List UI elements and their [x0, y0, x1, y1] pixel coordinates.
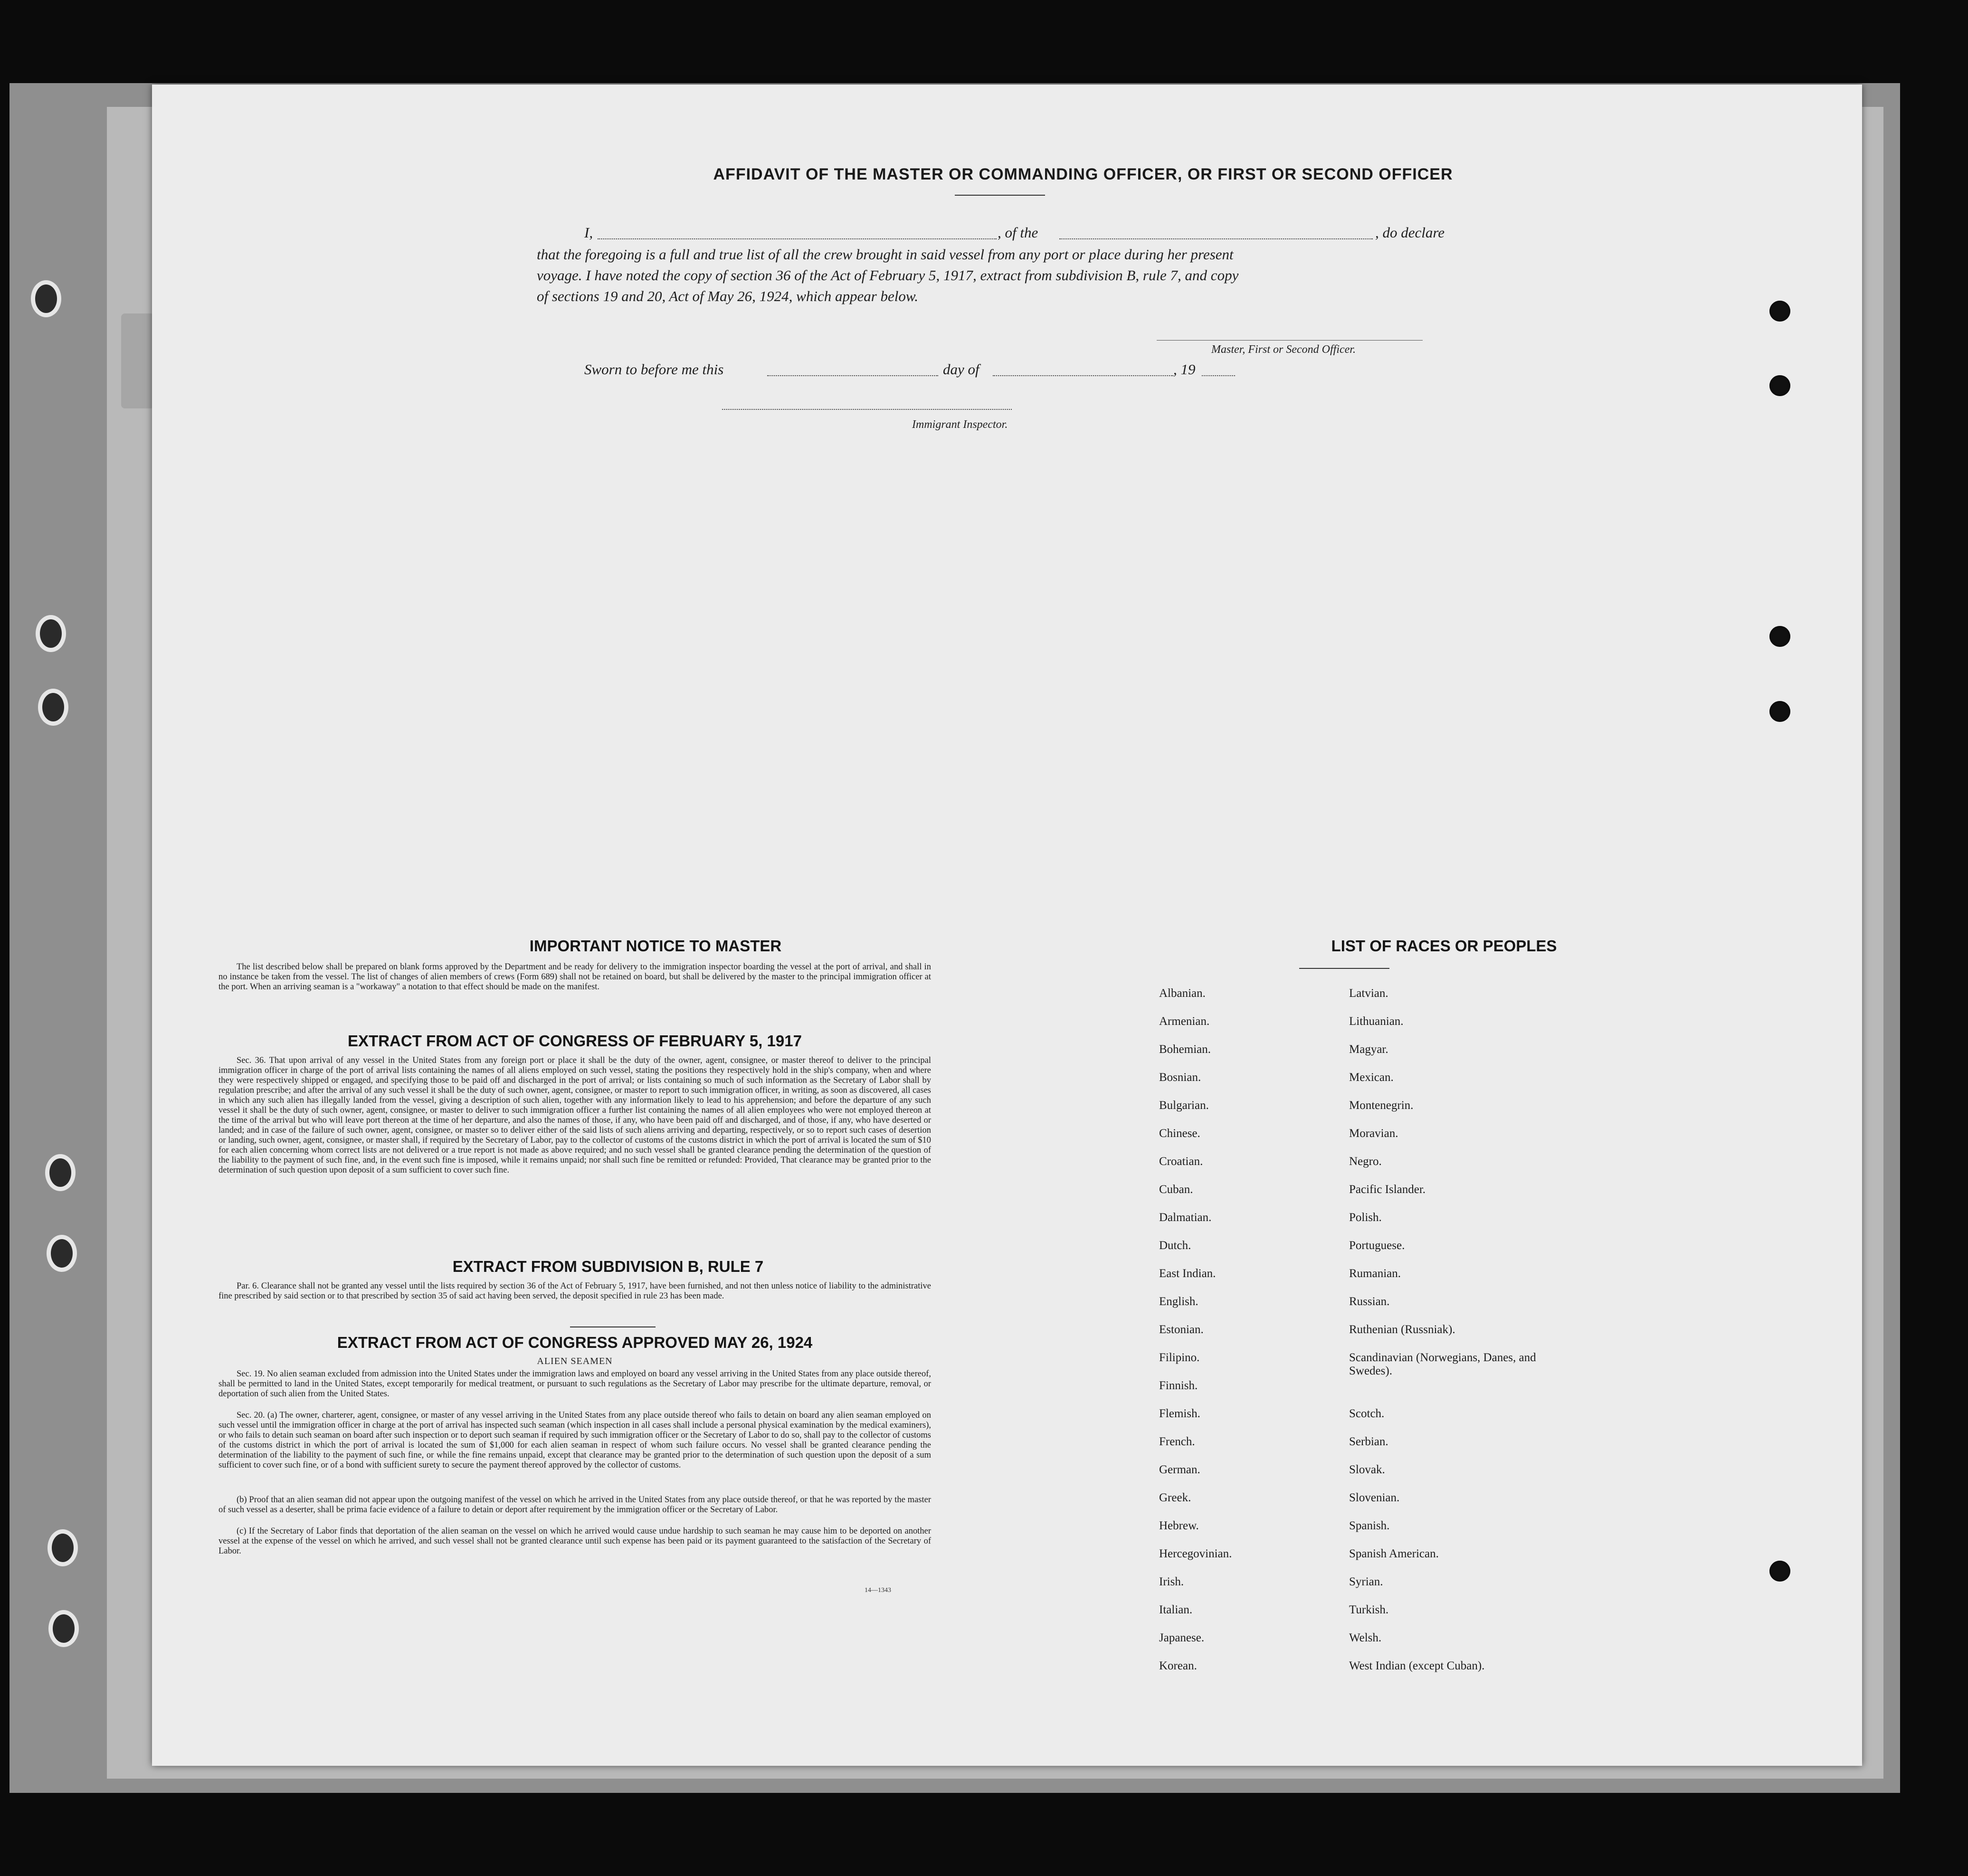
punch-hole-icon — [1769, 301, 1790, 322]
punch-hole-icon — [1769, 701, 1790, 722]
punch-hole-icon — [1769, 1561, 1790, 1582]
affidavit-line-4: of sections 19 and 20, Act of May 26, 1924, which appear below. — [537, 288, 919, 304]
race-item: German. — [1159, 1463, 1200, 1476]
race-item: Montenegrin. — [1349, 1099, 1414, 1112]
race-item: French. — [1159, 1435, 1195, 1448]
extract-1924-subtitle: ALIEN SEAMEN — [537, 1356, 613, 1366]
extract-rule7-title: EXTRACT FROM SUBDIVISION B, RULE 7 — [452, 1258, 764, 1275]
affidavit-line-1 — [584, 222, 1620, 243]
section-divider — [570, 1326, 656, 1327]
inspector-label: Immigrant Inspector. — [912, 418, 1008, 431]
race-item: Hercegovinian. — [1159, 1547, 1232, 1560]
race-item: Spanish American. — [1349, 1547, 1439, 1560]
race-item: Hebrew. — [1159, 1519, 1199, 1532]
race-item: Japanese. — [1159, 1631, 1205, 1644]
race-item: Pacific Islander. — [1349, 1183, 1426, 1196]
race-item: English. — [1159, 1295, 1198, 1308]
race-item: Slovak. — [1349, 1463, 1385, 1476]
affidavit-title: AFFIDAVIT OF THE MASTER OR COMMANDING OFFICER, OR FIRST OR SECOND OFFICER — [713, 165, 1453, 183]
race-item: Rumanian. — [1349, 1267, 1401, 1280]
master-signature-label: Master, First or Second Officer. — [1211, 343, 1356, 356]
extract-rule7-text: Par. 6. Clearance shall not be granted any vessel until the lists required by section 36 of the Act of February 5, 1917, have been furnished, and not then unless notice of liability to the administrative fine prescribed by said section or to that prescribed by section 35 of said act having been served, the deposit specified in rule 23 has been made. — [219, 1281, 931, 1301]
binder-ring-icon — [45, 1154, 76, 1191]
race-item: Negro. — [1349, 1155, 1382, 1168]
sworn-line — [584, 359, 1392, 380]
race-item: Serbian. — [1349, 1435, 1388, 1448]
race-item: Albanian. — [1159, 987, 1206, 1000]
races-left-column — [1159, 987, 1330, 1687]
notice-title: IMPORTANT NOTICE TO MASTER — [529, 937, 782, 955]
race-item: Greek. — [1159, 1491, 1191, 1504]
race-item: Irish. — [1159, 1575, 1184, 1588]
race-item: Scotch. — [1349, 1407, 1385, 1420]
race-item: Polish. — [1349, 1211, 1382, 1224]
race-item: Spanish. — [1349, 1519, 1390, 1532]
affidavit-declare: , do declare — [1375, 224, 1445, 241]
extract-1917-text: Sec. 36. That upon arrival of any vessel in the United States from any foreign port or place it shall be the duty of the owner, agent, consignee, or master thereof to deliver to the principal immigration officer in charge of the port of arrival lists containing the names of all aliens employed on such vessel, stating the positions they respectively hold in the ship's company, when and where they were respectively shipped or engaged, and specifying those to be paid off and discharged in the port of arrival; or lists containing so much of such information as the Secretary of Labor shall by regulation prescribe; and after the arrival of any such vessel it shall be the duty of such owner, agent, consignee, or master to report to such immigration officer, in writing, as soon as discovered, all cases in which any such alien has illegally landed from the vessel, giving a description of such alien, together with any information likely to lead to his apprehension; and before the departure of any such vessel it shall be the duty of such owner, agent, consignee, or master to deliver to such immigration officer a further list containing the names of all alien employees who were not employed thereon at the time of the arrival but who will leave port thereon at the time of her departure, and also the names of those, if any, who have been paid off and discharged, and of those, if any, who have deserted or landed; and in case of the failure of such owner, agent, consignee, or master so to deliver either of the said lists of such aliens arriving and departing, respectively, or so to report such cases of desertion or landing, such owner, agent, consignee, or master shall, if required by the Secretary of Labor, pay to the collector of customs of the customs district in which the port of arrival is located the sum of $10 for each alien concerning whom correct lists are not delivered or a true report is not made as above required; and no such vessel shall be granted clearance pending the determination of the question of the liability to the payment of such fine, and, in the event such fine is imposed, while it remains unpaid; nor shall such fine be remitted or refunded: Provided, That clearance may be granted prior to the determination of such question upon deposit of a sum sufficient to cover such fine. — [219, 1056, 931, 1175]
race-item: Bohemian. — [1159, 1043, 1211, 1056]
affidavit-of-the: , of the — [998, 224, 1038, 241]
notice-text: The list described below shall be prepared on blank forms approved by the Department and be ready for delivery to the immigration inspector boarding the vessel at the port of arrival, and shall in no instance be taken from the vessel. The list of changes of alien members of crews (Form 689) shall not be retained on board, but shall be delivered by the master to the principal immigration officer at the port. When an arriving seaman is a "workaway" a notation to that effect should be made on the manifest. — [219, 962, 931, 992]
master-signature-line — [1157, 340, 1423, 341]
race-item: Filipino. — [1159, 1351, 1200, 1364]
binder-ring-icon — [36, 615, 66, 652]
race-item: Dutch. — [1159, 1239, 1191, 1252]
race-item: Korean. — [1159, 1659, 1197, 1672]
punch-hole-icon — [1769, 375, 1790, 396]
race-item: West Indian (except Cuban). — [1349, 1659, 1485, 1672]
sworn-text: Sworn to before me this — [584, 361, 724, 378]
race-item: Finnish. — [1159, 1379, 1198, 1392]
punch-hole-icon — [1769, 626, 1790, 647]
binder-ring-icon — [31, 280, 61, 317]
race-item: Bulgarian. — [1159, 1099, 1209, 1112]
affidavit-line-2: that the foregoing is a full and true list of all the crew brought in said vessel from any port or place during her present — [537, 246, 1234, 263]
sec20b-text: (b) Proof that an alien seaman did not appear upon the outgoing manifest of the vessel on which he arrived in the United States from any place outside thereof, or that he was reported by the master of such vessel as a deserter, shall be prima facie evidence of a failure to detain or deport after requirement by the immigration officer or the Secretary of Labor. — [219, 1495, 931, 1515]
races-title-underline — [1299, 968, 1389, 969]
race-item: Croatian. — [1159, 1155, 1203, 1168]
race-item: Portuguese. — [1349, 1239, 1405, 1252]
race-item: Bosnian. — [1159, 1071, 1201, 1084]
title-underline — [955, 195, 1045, 196]
race-item: Syrian. — [1349, 1575, 1383, 1588]
vessel-blank-line — [1059, 238, 1373, 239]
race-item: Chinese. — [1159, 1127, 1200, 1140]
race-item: Latvian. — [1349, 987, 1388, 1000]
affidavit-i: I, — [584, 224, 593, 241]
form-number: 14—1343 — [865, 1587, 891, 1594]
race-item: Welsh. — [1349, 1631, 1382, 1644]
extract-1917-title: EXTRACT FROM ACT OF CONGRESS OF FEBRUARY 5, 1917 — [348, 1032, 802, 1050]
sec20c-text: (c) If the Secretary of Labor finds that deportation of the alien seaman on the vessel on which he arrived would cause undue hardship to such seaman he may cause him to be deported on another vessel at the expense of the vessel on which he arrived, and such vessel shall not be granted clearance until such expense has been paid or its payment guaranteed to the satisfaction of the Secretary of Labor. — [219, 1526, 931, 1556]
binder-ring-icon — [38, 689, 68, 726]
race-item: Turkish. — [1349, 1603, 1389, 1616]
races-title: LIST OF RACES OR PEOPLES — [1331, 937, 1557, 955]
race-item: Mexican. — [1349, 1071, 1394, 1084]
month-blank — [993, 375, 1173, 376]
year-blank — [1202, 375, 1235, 376]
affidavit-page — [152, 85, 1862, 1766]
day-of-text: day of — [943, 361, 979, 378]
binder-ring-icon — [47, 1235, 77, 1272]
year-prefix: , 19 — [1173, 361, 1196, 378]
affidavit-line-3: voyage. I have noted the copy of section 36 of the Act of February 5, 1917, extract from subdivision B, rule 7, and copy — [537, 267, 1239, 284]
race-item: Armenian. — [1159, 1015, 1210, 1028]
race-item: Estonian. — [1159, 1323, 1204, 1336]
race-item: Dalmatian. — [1159, 1211, 1212, 1224]
extract-1924-title: EXTRACT FROM ACT OF CONGRESS APPROVED MAY 26, 1924 — [337, 1334, 813, 1351]
race-item: Cuban. — [1159, 1183, 1193, 1196]
binder-clip — [121, 313, 154, 408]
sec20a-text: Sec. 20. (a) The owner, charterer, agent, consignee, or master of any vessel arriving in the United States from any place outside thereof who fails to detain on board any alien seaman employed on such vessel until the immigration officer in charge at the port of arrival has inspected such seaman (which inspection in all cases shall include a personal physical examination by the medical examiners), or who fails to detain such seaman on board after such inspection or to deport such seaman if required by such immigration officer or the Secretary of Labor to do so, shall pay to the collector of customs of the customs district in which the port of arrival is located the sum of $1,000 for each alien seaman in respect of whom such failure occurs. No vessel shall be granted clearance pending the determination of the liability to the payment of such fine, or while the fine remains unpaid, except that clearance may be granted prior to the determination of such question upon the deposit of a sum sufficient to cover such fine, or of a bond with sufficient surety to secure the payment thereof approved by the collector of customs. — [219, 1411, 931, 1470]
sworn-day-blank — [767, 375, 938, 376]
name-blank-line — [598, 238, 997, 239]
inspector-signature-line — [722, 409, 1012, 410]
race-item: Italian. — [1159, 1603, 1193, 1616]
race-item: Scandinavian (Norwegians, Danes, and Swedes). — [1349, 1351, 1536, 1377]
race-item: Magyar. — [1349, 1043, 1388, 1056]
race-item: Russian. — [1349, 1295, 1390, 1308]
race-item: Moravian. — [1349, 1127, 1398, 1140]
race-item: Lithuanian. — [1349, 1015, 1404, 1028]
binder-ring-icon — [48, 1529, 78, 1566]
races-right-column — [1349, 987, 1549, 1687]
race-item: Flemish. — [1159, 1407, 1200, 1420]
sec19-text: Sec. 19. No alien seaman excluded from admission into the United States under the immigration laws and employed on board any vessel arriving in the United States from any place outside thereof, shall be permitted to land in the United States, except temporarily for medical treatment, or pursuant to such regulations as the Secretary of Labor may prescribe for the ultimate departure, removal, or deportation of such alien from the United States. — [219, 1369, 931, 1399]
race-item: Slovenian. — [1349, 1491, 1400, 1504]
binder-ring-icon — [48, 1610, 79, 1647]
race-item: East Indian. — [1159, 1267, 1216, 1280]
race-item: Ruthenian (Russniak). — [1349, 1323, 1455, 1336]
